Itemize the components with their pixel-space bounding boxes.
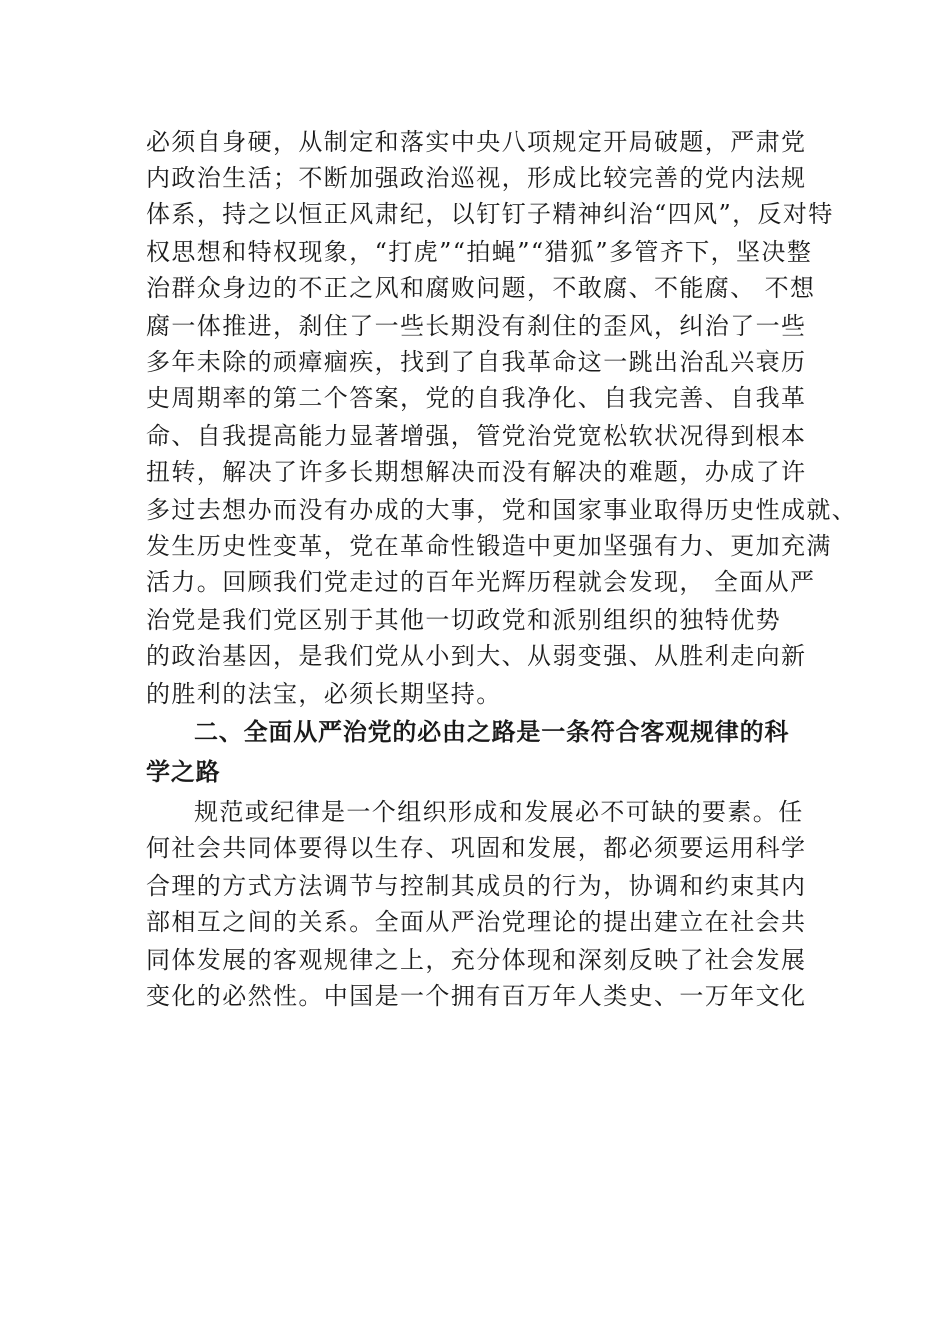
text-line: 变化的必然性。中国是一个拥有百万年人类史、一万年文化 bbox=[146, 982, 807, 1010]
text-line: 同体发展的客观规律之上，充分体现和深刻反映了社会发展 bbox=[146, 946, 807, 974]
heading-line: 学之路 bbox=[146, 758, 221, 786]
text-line: 治党是我们党区别于其他一切政党和派别组织的独特优势 bbox=[146, 606, 781, 634]
text-line: 扭转，解决了许多长期想解决而没有解决的难题，办成了许 bbox=[146, 458, 807, 486]
heading-line: 二、全面从严治党的必由之路是一条符合客观规律的科 bbox=[194, 718, 790, 746]
text-line: 必须自身硬，从制定和落实中央八项规定开局破题，严肃党 bbox=[146, 128, 807, 156]
text-line: 发生历史性变革，党在革命性锻造中更加坚强有力、更加充满 bbox=[146, 532, 832, 560]
text-line: 多过去想办而没有办成的大事，党和国家事业取得历史性成就、 bbox=[146, 496, 858, 524]
text-line: 的政治基因，是我们党从小到大、从弱变强、从胜利走向新 bbox=[146, 642, 807, 670]
text-line: 活力。回顾我们党走过的百年光辉历程就会发现， 全面从严 bbox=[146, 568, 816, 596]
text-line: 权思想和特权现象，“打虎”“拍蝇”“猎狐”多管齐下，坚决整 bbox=[146, 238, 813, 266]
text-line: 规范或纪律是一个组织形成和发展必不可缺的要素。任 bbox=[194, 798, 804, 826]
text-line: 部相互之间的关系。全面从严治党理论的提出建立在社会共 bbox=[146, 908, 807, 936]
text-line: 命、自我提高能力显著增强，管党治党宽松软状况得到根本 bbox=[146, 422, 807, 450]
text-line: 何社会共同体要得以生存、巩固和发展，都必须要运用科学 bbox=[146, 834, 807, 862]
text-line: 治群众身边的不正之风和腐败问题，不敢腐、不能腐、 不想 bbox=[146, 274, 816, 302]
text-line: 内政治生活；不断加强政治巡视，形成比较完善的党内法规 bbox=[146, 164, 807, 192]
text-line: 合理的方式方法调节与控制其成员的行为，协调和约束其内 bbox=[146, 872, 807, 900]
text-line: 体系，持之以恒正风肃纪，以钉钉子精神纠治“四风”，反对特 bbox=[146, 200, 834, 228]
text-line: 史周期率的第二个答案，党的自我净化、自我完善、自我革 bbox=[146, 384, 807, 412]
text-line: 多年未除的顽瘴痼疾，找到了自我革命这一跳出治乱兴衰历 bbox=[146, 348, 807, 376]
text-line: 的胜利的法宝，必须长期坚持。 bbox=[146, 680, 502, 708]
text-line: 腐一体推进，刹住了一些长期没有刹住的歪风，纠治了一些 bbox=[146, 312, 807, 340]
